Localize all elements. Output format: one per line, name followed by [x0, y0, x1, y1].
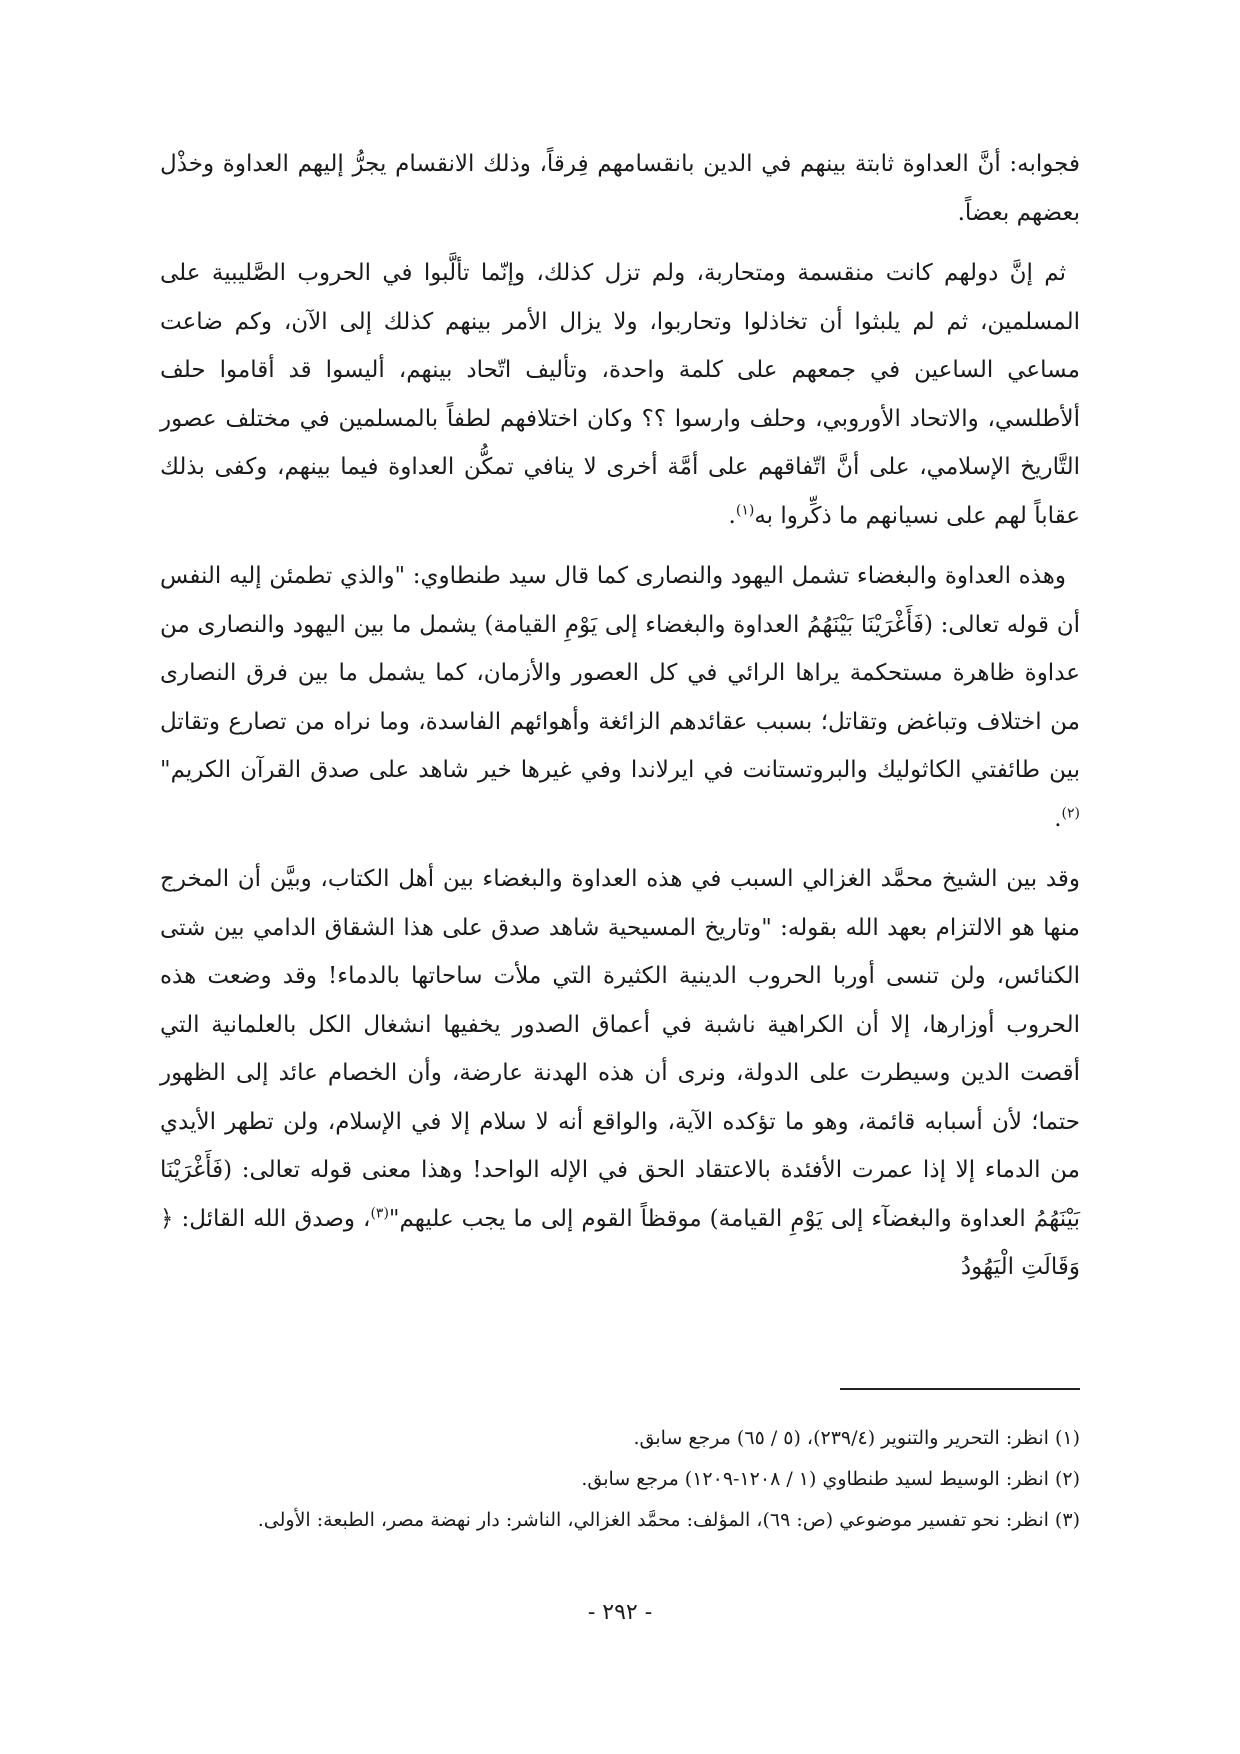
paragraph-2: [160, 249, 1080, 540]
paragraph-1-text: فجوابه: أنَّ العداوة ثابتة بينهم في الدين بانقسامهم فِرقاً، وذلك الانقسام يجرُّ إليهم العداوة وخذْل بعضهم بعضاً.: [160, 151, 1080, 226]
footnote-1: (١) انظر: التحرير والتنوير (٢٣٩/٤)، (٥ / ٦٥) مرجع سابق.: [633, 1427, 1080, 1449]
paragraph-3-end: .: [1054, 805, 1062, 832]
paragraph-4-end: ، وصدق الله القائل: ﴿ وَقَالَتِ الْيَهُودُ: [160, 1205, 1080, 1280]
footnote-ref-1[interactable]: (١): [735, 501, 755, 518]
paragraph-3-text: وهذه العداوة والبغضاء تشمل اليهود والنصارى كما قال سيد طنطاوي: "والذي تطمئن إليه النفس أن قوله تعالى: (فَأَغْرَيْنَا بَيْنَهُمُ العداوة والبغضاء إلى يَوْمِ القيامة) يشمل ما بين اليهود والنصارى من عداوة ظاهرة مستحكمة يراها الرائي في كل العصور والأزمان، كما يشمل ما بين فرق النصارى من اختلاف وتباغض وتقاتل؛ بسبب عقائدهم الزائغة وأهوائهم الفاسدة، وما نراه من تصارع وتقاتل بين طائفتي الكاثوليك والبروتستانت في ايرلاندا وفي غيرها خير شاهد على صدق القرآن الكريم": [160, 563, 1080, 783]
footnotes: [160, 1418, 1080, 1541]
footnote-3: (٣) انظر: نحو تفسير موضوعي (ص: ٦٩)، المؤلف: محمَّد الغزالي، الناشر: دار نهضة مصر، الطبعة: الأولى.: [257, 1509, 1080, 1531]
paragraph-3: [160, 552, 1080, 843]
paragraph-1: [160, 140, 1080, 237]
footnote-2: (٢) انظر: الوسيط لسيد طنطاوي (١ / ١٢٠٨-١٢٠٩) مرجع سابق.: [581, 1468, 1080, 1490]
paragraph-4: [160, 855, 1080, 1292]
body-text: [160, 140, 1080, 1292]
paragraph-4-text: وقد بين الشيخ محمَّد الغزالي السبب في هذه العداوة والبغضاء بين أهل الكتاب، وبيَّن أن المخرج منها هو الالتزام بعهد الله بقوله: "وتاريخ المسيحية شاهد صدق على هذا الشقاق الدامي بين شتى الكنائس، ولن تنسى أوربا الحروب الدينية الكثيرة التي ملأت ساحاتها بالدماء! وقد وضعت هذه الحروب أوزارها، إلا أن الكراهية ناشبة في أعماق الصدور يخفيها انشغال الكل بالعلمانية التي أقصت الدين وسيطرت على الدولة، ونرى أن هذه الهدنة عارضة، وأن الخصام عائد إلى الظهور حتما؛ لأن أسبابه قائمة، وهو ما تؤكده الآية، والواقع أنه لا سلام إلا في الإسلام، ولن تطهر الأيدي من الدماء إلا إذا عمرت الأفئدة بالاعتقاد الحق في الإله الواحد! وهذا معنى قوله تعالى: (فَأَغْرَيْنَا بَيْنَهُمُ العداوة والبغضآء إلى يَوْمِ القيامة) موقظاً القوم إلى ما يجب عليهم": [160, 866, 1081, 1232]
footnote-divider: [840, 1388, 1080, 1390]
page-number: - ٢٩٢ -: [587, 1600, 653, 1625]
document-page: [160, 140, 1080, 1700]
paragraph-2-text: ثم إنَّ دولهم كانت منقسمة ومتحاربة، ولم تزل كذلك، وإنّما تألَّبوا في الحروب الصَّليبية على المسلمين، ثم لم يلبثوا أن تخاذلوا وتحاربوا، ولا يزال الأمر بينهم كذلك إلى الآن، وكم ضاعت مساعي الساعين في جمعهم على كلمة واحدة، وتأليف اتّحاد بينهم، أليسوا قد أقاموا حلف ألأطلسي، والاتحاد الأوروبي، وحلف وارسوا ؟؟ وكان اختلافهم لطفاً بالمسلمين في مختلف عصور التَّاريخ الإسلامي، على أنَّ اتّفاقهم على أمَّة أخرى لا ينافي تمكُّن العداوة فيما بينهم، وكفى بذلك عقاباً لهم على نسيانهم ما ذكِّروا به: [160, 260, 1080, 529]
footnote-ref-2[interactable]: (٢): [1061, 804, 1080, 821]
footnote-ref-3[interactable]: (٣): [370, 1204, 389, 1221]
paragraph-2-end: .: [728, 502, 736, 529]
